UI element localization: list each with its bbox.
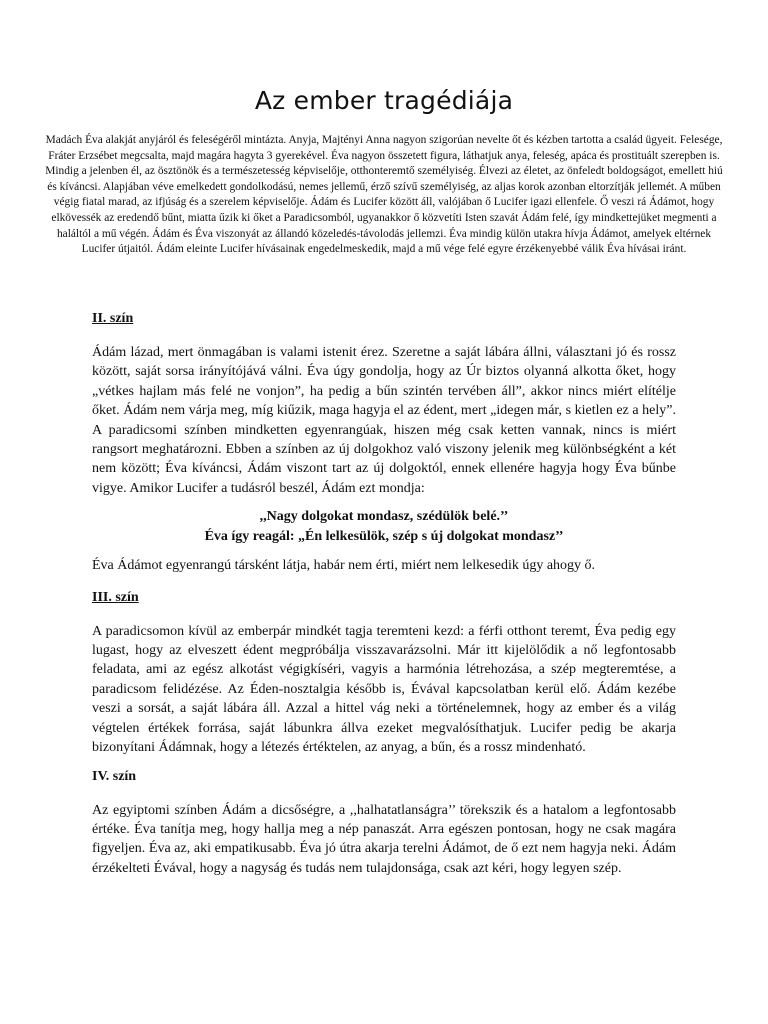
section-iv [92,767,676,879]
document-body [92,309,676,887]
quote-block [92,507,676,547]
document-title: Az ember tragédiája [254,86,514,115]
section-ii-paragraph-2: Éva Ádámot egyenrangú társként látja, habár nem érti, miért nem lelkesedik úgy ahogy ő. [92,558,596,574]
section-heading-iii: III. szín [92,589,139,605]
quote-line-2: Éva így reagál: „Én lelkesülök, szép s új dolgokat mondasz’’ [204,529,564,545]
section-ii [92,309,676,576]
section-iii-paragraph-1: A paradicsomon kívül az emberpár mindkét tagja teremteni kezd: a férfi otthont teremt, Éva pedig egy lugast, hogy az elveszett édent megpróbálja visszavarázsolni. Már itt kijelölődik a nő legfontosabb feladata, ami az egész alkotást végigkíséri, vagyis a harmónia létrehozása, a szép megteremtése, a paradicsom felidézése. Az Éden-nosztalgia később is, Évával kapcsolatban kerül elő. Ádám kezébe veszi a sorsát, a saját lábára áll. Azzal a hittel vág neki a történelemnek, hogy az ember és a világ végtelen értékek forrása, saját lábunkra állva ezeket megvalósíthatjuk. Lucifer pedig be akarja bizonyítani Ádámnak, hogy a létezés értéktelen, az anyag, a bűn, és a rossz mindenható. [92,623,676,756]
section-iv-paragraph-1: Az egyiptomi színben Ádám a dicsőségre, a ,,halhatatlanságra’’ törekszik és a hatalom a legfontosabb értéke. Éva tanítja meg, hogy hallja meg a nép panaszát. Arra egészen pontosan, hogy ne csak magára figyeljen. Éva az, aki empatikusabb. Éva jó útra akarja terelni Ádámot, de ő ezt nem hagyja neki. Ádám érzékelteti Évával, hogy a nagyság és tudás nem tulajdonsága, csak azt kéri, hogy legyen szép. [92,802,676,876]
section-heading-ii: II. szín [92,311,134,326]
intro-paragraph: Madách Éva alakját anyjáról és feleségéről mintázta. Anyja, Majtényi Anna nagyon szigorúan nevelte őt és kézben tartotta a család ügyeit. Felesége, Fráter Erzsébet megcsalta, majd magára hagyta 3 gyerekével. Éva nagyon összetett figura, láthatjuk anya, feleség, apáca és prostituált szerepben is. Mindig a jelenben él, az ösztönök és a természetesség képviselője, otthonteremtő személyiség. Élvezi az életet, az önfeledt boldogságot, emellett hiú és kíváncsi. Alapjában véve emelkedett gondolkodású, nemes jellemű, érző szívű személyiség, az aljas korok azonban eltorzítják jellemét. A műben végig fiatal marad, az ifjúság és a szerelem képviselője. Ádám és Lucifer között áll, valójában ő Lucifer igazi ellenfele. Ő veszi rá Ádámot, hogy elkövessék az eredendő bűnt, miatta űzik ki őket a Paradicsomból, ugyanakkor ő közvetíti Isten szavát Ádám felé, így mindkettejüket megmenti a haláltól a mű végén. Ádám és Éva viszonyát az állandó közeledés-távolodás jellemzi. Éva mindig külön utakra hívja Ádámot, amelyek eltérnek Lucifer útjaitól. Ádám eleinte Lucifer hívásainak engedelmeskedik, majd a mű vége felé egyre érzékenyebbé válik Éva hívásai iránt. [45,134,723,256]
quote-line-1: ,,Nagy dolgokat mondasz, szédülök belé.’’ [259,509,509,525]
section-ii-paragraph-1: Ádám lázad, mert önmagában is valami istenit érez. Szeretne a saját lábára állni, választani jó és rossz között, saját sorsa irányítójává válni. Éva úgy gondolja, hogy az Úr biztos olyanná alkotta őket, hogy „vétkes hajlam más felé ne vonjon”, ha pedig a bűn szintén tervében áll”, akkor nincs miért elítélje őket. Ádám nem várja meg, míg kiűzik, maga hagyja el az édent, mert „idegen már, s kietlen ez a hely”. A paradicsomi színben mindketten egyenrangúak, hiszen még csak ketten vannak, nincs is miért rangsort meghatározni. Ebben a színben az új dolgokhoz való viszony jelenik meg különbségként a két nem között; Éva kíváncsi, Ádám viszont tart az új dolgoktól, ennek ellenére hagyja hogy Éva bűnbe vigye. Amikor Lucifer a tudásról beszél, Ádám ezt mondja: [92,345,676,496]
section-heading-iv: IV. szín [92,768,137,784]
section-iii [92,588,676,758]
